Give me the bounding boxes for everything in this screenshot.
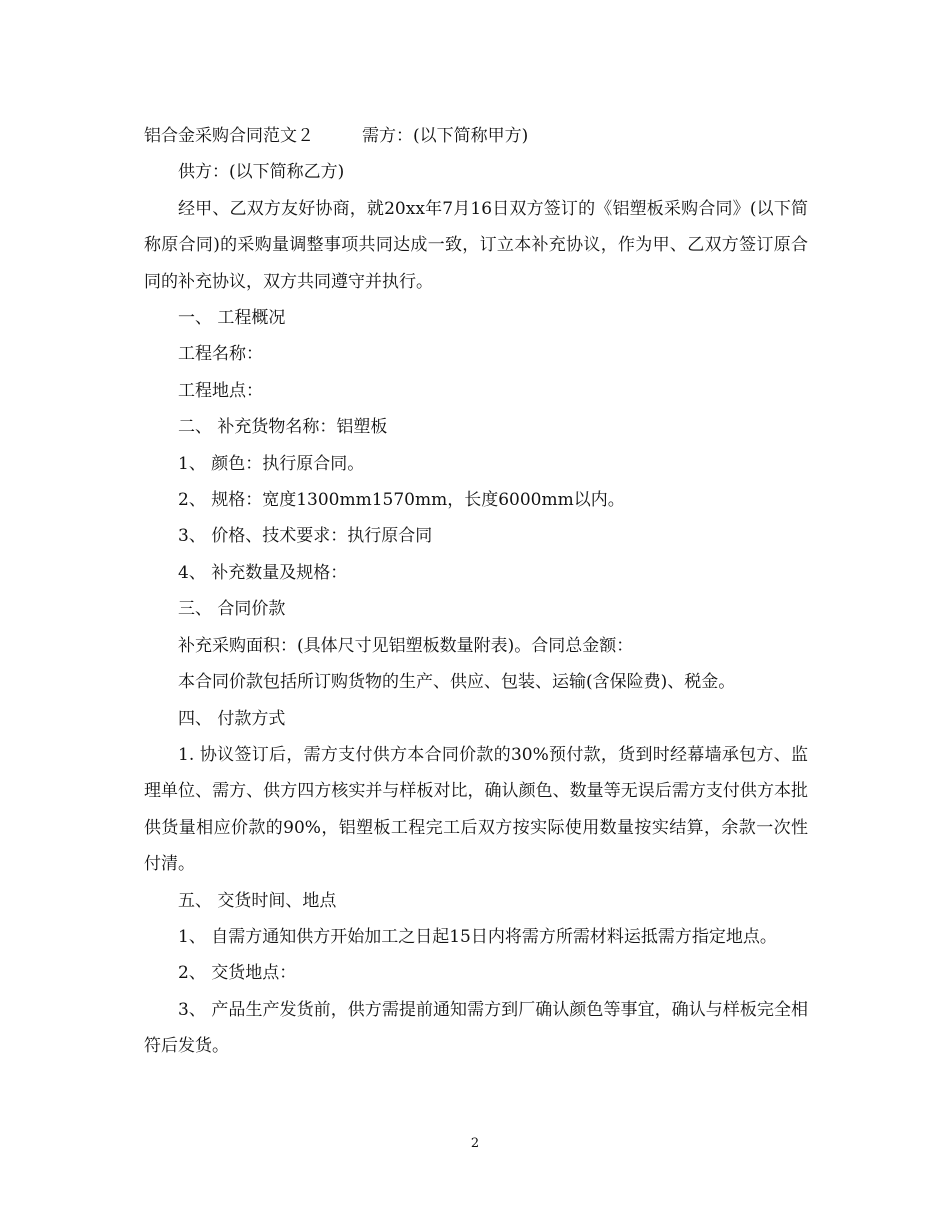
- paragraph-payment-terms: 1. 协议签订后，需方支付供方本合同价款的30%预付款，货到时经幕墙承包方、监理单位、需方、供方四方核实并与样板对比，确认颜色、数量等无误后需方支付供方本批供货量相应价款的90%，铝塑板工程完工后双方按实际使用数量按实结算，余款一次性付清。: [144, 744, 808, 875]
- document-title-line: [144, 118, 808, 154]
- section-heading-project: 一、 工程概况: [178, 308, 286, 329]
- paragraph-price-scope: 本合同价款包括所订购货物的生产、供应、包装、运输(含保险费)、税金。: [178, 672, 736, 693]
- document-body: [144, 118, 808, 1065]
- paragraph-delivery-location: 2、 交货地点：: [178, 963, 297, 984]
- section-heading-payment: 四、 付款方式: [178, 708, 286, 729]
- section-heading-delivery: 五、 交货时间、地点: [178, 890, 337, 911]
- paragraph-buyer: 需方：(以下简称甲方): [362, 126, 529, 146]
- paragraph-color: 1、 颜色：执行原合同。: [178, 453, 365, 474]
- paragraph-spec: 2、 规格：宽度1300mm1570mm，长度6000mm以内。: [178, 490, 625, 511]
- section-heading-goods: 二、 补充货物名称：铝塑板: [178, 417, 388, 438]
- document-title: 铝合金采购合同范文２: [144, 126, 314, 146]
- page-number: 2: [470, 1136, 480, 1151]
- paragraph-pre-shipment: 3、 产品生产发货前，供方需提前通知需方到厂确认颜色等事宜，确认与样板完全相符后发货。: [144, 999, 808, 1057]
- paragraph-delivery-time: 1、 自需方通知供方开始加工之日起15日内将需方所需材料运抵需方指定地点。: [178, 926, 777, 947]
- paragraph-supplier: 供方：(以下简称乙方): [178, 162, 345, 183]
- paragraph-project-name: 工程名称：: [178, 344, 263, 365]
- paragraph-quantity: 4、 补充数量及规格：: [178, 562, 348, 583]
- paragraph-project-location: 工程地点：: [178, 380, 263, 401]
- paragraph-preamble: 经甲、乙双方友好协商，就20xx年7月16日双方签订的《铝塑板采购合同》(以下简称原合同)的采购量调整事项共同达成一致，订立本补充协议，作为甲、乙双方签订原合同的补充协议，双方共同遵守并执行。: [144, 198, 808, 292]
- section-heading-price: 三、 合同价款: [178, 599, 286, 620]
- paragraph-price-tech: 3、 价格、技术要求：执行原合同: [178, 526, 433, 547]
- paragraph-area: 补充采购面积：(具体尺寸见铝塑板数量附表)。合同总金额：: [178, 635, 634, 656]
